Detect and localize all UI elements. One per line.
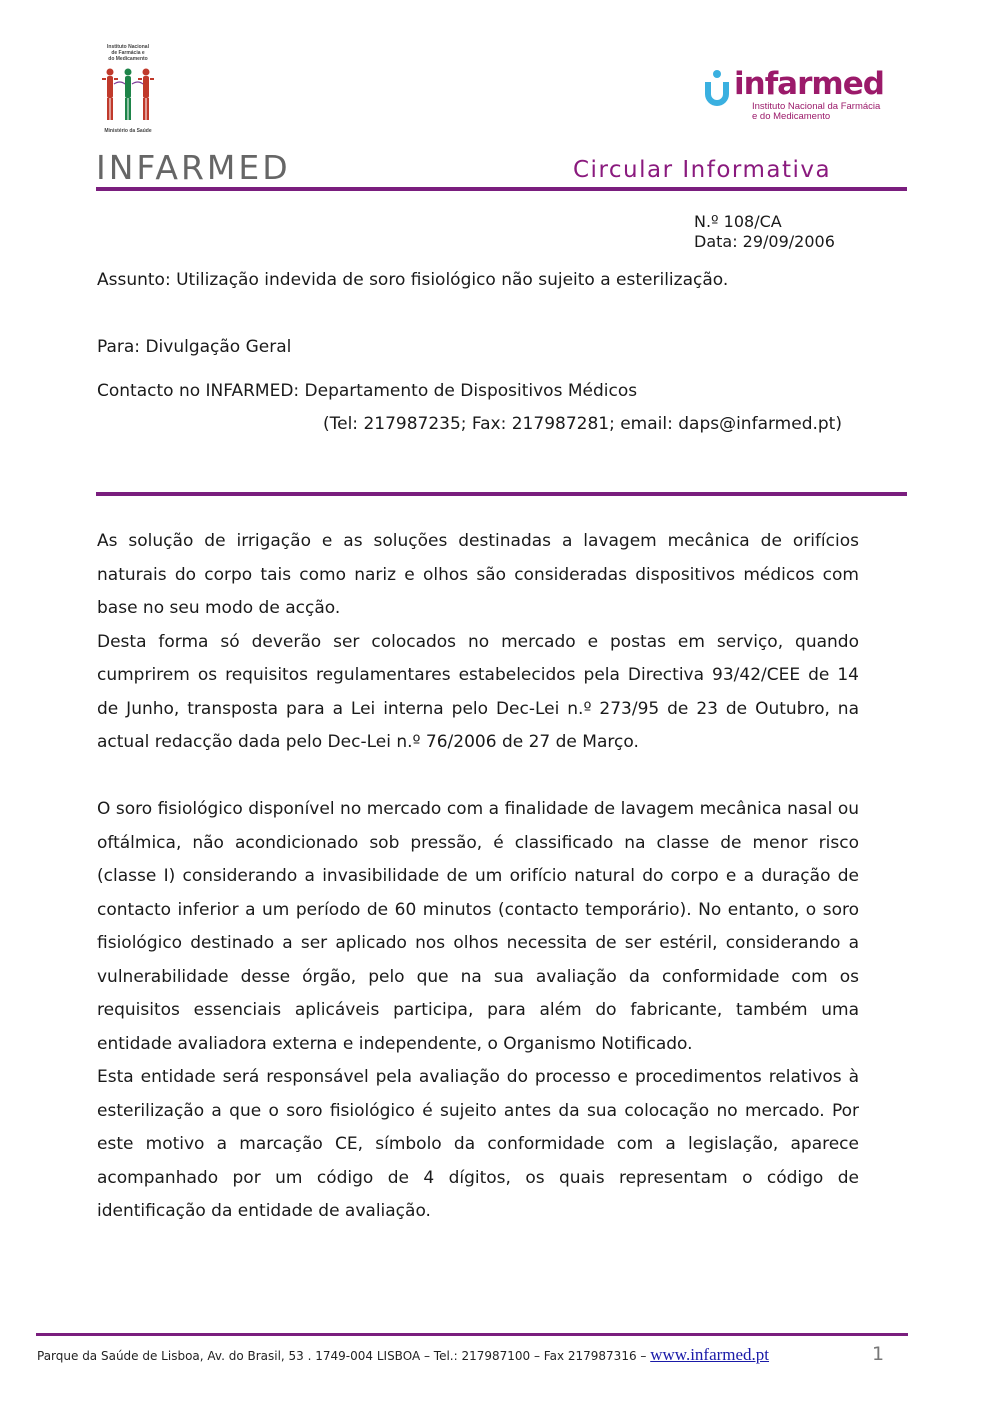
body-paragraph: Esta entidade será responsável pela avaliação do processo e procedimentos relativos à esterilização a que o soro fisiológico é sujeito antes da sua colocação no mercado. Por este motivo a marcação CE, símbolo da conformidade com a legislação, aparece acompanhado por um código de 4 dígitos, os quais representam o código de identificação da entidade de avaliação.: [97, 1067, 859, 1221]
logo-text-line: do Medicamento: [108, 56, 148, 62]
logo-subtitle-line: Instituto Nacional da Farmácia: [752, 101, 881, 112]
website-link[interactable]: www.infarmed.pt: [650, 1345, 770, 1364]
footer-address-text: Parque da Saúde de Lisboa, Av. do Brasil, 53 . 1749-004 LISBOA – Tel.: 217987100 – Fax 217987316 –: [37, 1349, 651, 1363]
logo-text-line: Instituto Nacional: [107, 44, 149, 50]
page-number: 1: [872, 1343, 885, 1365]
body-block-2: [97, 793, 859, 1229]
subject-line: Assunto: Utilização indevida de soro fisiológico não sujeito a esterilização.: [97, 270, 729, 290]
body-paragraph: O soro fisiológico disponível no mercado com a finalidade de lavagem mecânica nasal ou oftálmica, não acondicionado sob pressão, é classificado na classe de menor risco (classe I) considerando a invasibilidade de um orifício natural do corpo e a duração de contacto inferior a um período de 60 minutos (contacto temporário). No entanto, o soro fisiológico destinado a ser aplicado nos olhos necessita de ser estéril, considerando a vulnerabilidade desse órgão, pelo que na sua avaliação da conformidade com os requisitos essenciais aplicáveis participa, para além do fabricante, também uma entidade avaliadora externa e independente, o Organismo Notificado.: [97, 799, 859, 1054]
body-paragraph: Desta forma só deverão ser colocados no mercado e postas em serviço, quando cumprirem os requisitos regulamentares estabelecidos pela Directiva 93/42/CEE de 14 de Junho, transposta para a Lei interna pelo Dec-Lei n.º 273/95 de 23 de Outubro, na actual redacção dada pelo Dec-Lei n.º 76/2006 de 27 de Março.: [97, 631, 859, 752]
document-date: Data: 29/09/2006: [694, 232, 835, 251]
document-type: Circular Informativa: [573, 157, 832, 183]
body-paragraph: As solução de irrigação e as soluções destinadas a lavagem mecânica de orifícios naturais do corpo tais como nariz e olhos são consideradas dispositivos médicos com base no seu modo de acção.: [97, 531, 859, 618]
footer-address: [37, 1347, 769, 1364]
logo-text-line: de Farmácia e: [111, 50, 145, 56]
section-divider: [96, 492, 907, 496]
header-divider: [96, 187, 907, 191]
page-title: INFARMED: [96, 148, 291, 187]
figures-icon: [98, 66, 158, 126]
contact-line: Contacto no INFARMED: Departamento de Dispositivos Médicos: [97, 381, 638, 401]
document-number: N.º 108/CA: [694, 212, 782, 231]
recipient-line: Para: Divulgação Geral: [97, 337, 292, 357]
footer-divider: [36, 1333, 908, 1336]
logo-subtitle-line: e do Medicamento: [752, 111, 831, 122]
logo-text-line: Ministério da Saúde: [104, 128, 152, 134]
contact-details: (Tel: 217987235; Fax: 217987281; email: daps@infarmed.pt): [323, 414, 842, 434]
infarmed-drop-icon: [702, 68, 732, 108]
body-block-1: [97, 525, 859, 760]
ministry-logo: [96, 44, 160, 136]
logo-brand-name: infarmed: [734, 66, 884, 102]
infarmed-logo: [700, 66, 885, 130]
